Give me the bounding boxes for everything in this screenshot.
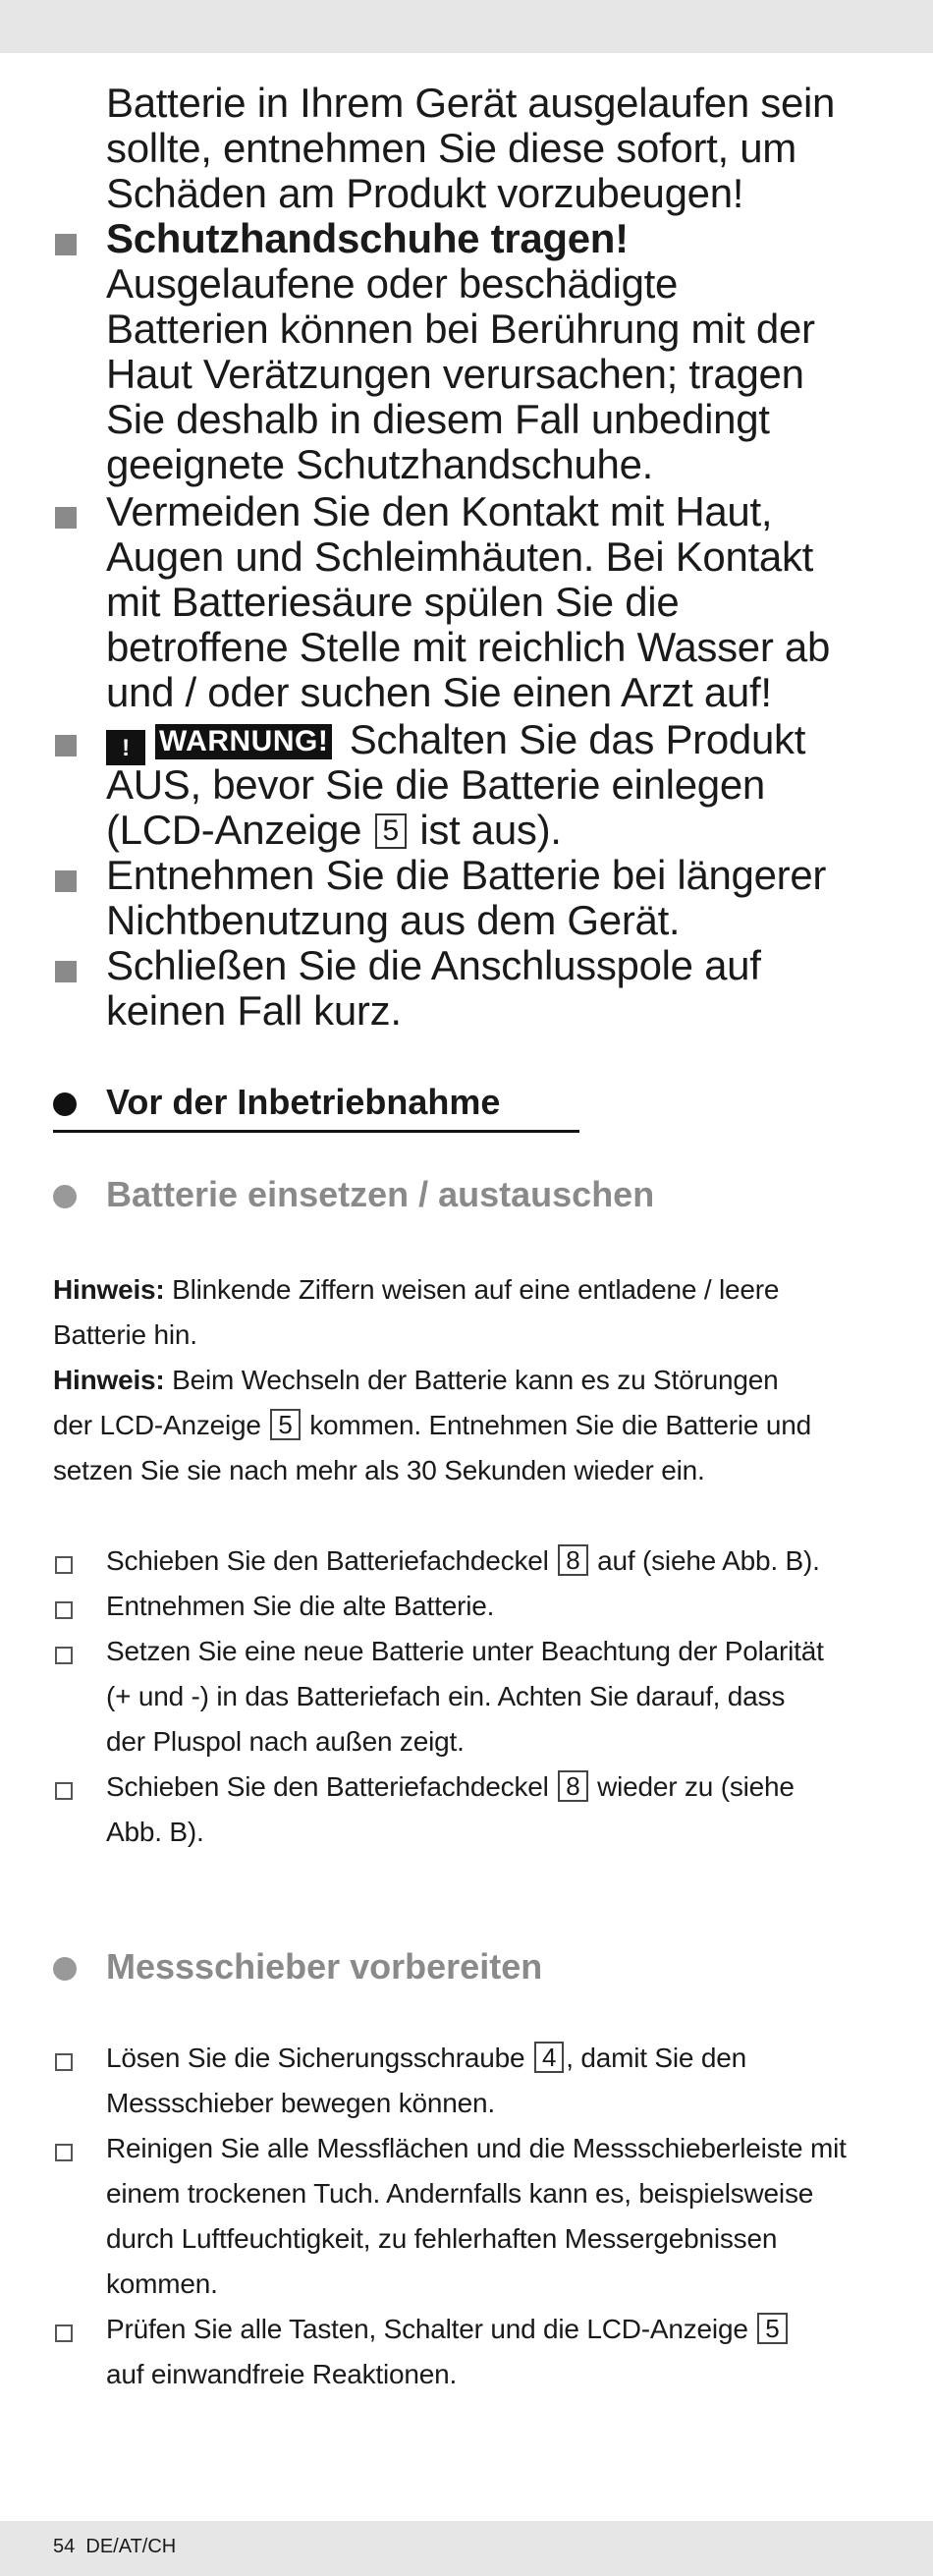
battery-step: Setzen Sie eine neue Batterie unter Beachtung der Polarität xyxy=(106,1636,824,1666)
hint-text: Blinkende Ziffern weisen auf eine entladene / leere xyxy=(172,1274,780,1305)
step-text: wieder zu (siehe xyxy=(597,1771,795,1802)
battery-step: Abb. B). xyxy=(106,1817,204,1847)
safety-continuation-line: Schäden am Produkt vorzubeugen! xyxy=(106,170,744,216)
caliper-step xyxy=(106,2036,746,2081)
bullet-dot-icon xyxy=(53,1957,77,1981)
battery-step xyxy=(106,1764,795,1810)
warning-line xyxy=(106,717,805,765)
checkbox-bullet-icon xyxy=(55,1556,73,1574)
checkbox-bullet-icon xyxy=(55,2324,73,2342)
subsection-heading-battery: Batterie einsetzen / austauschen xyxy=(106,1174,655,1214)
hint-line xyxy=(53,1358,778,1403)
reference-number: 8 xyxy=(558,1544,587,1576)
hint-text: Batterie hin. xyxy=(53,1319,197,1350)
square-bullet-icon xyxy=(55,507,77,529)
hint-label: Hinweis: xyxy=(53,1365,165,1395)
page-footer xyxy=(53,2532,176,2561)
checkbox-bullet-icon xyxy=(55,1647,73,1664)
battery-step: Entnehmen Sie die alte Batterie. xyxy=(106,1591,495,1621)
hint-text: setzen Sie sie nach mehr als 30 Sekunden wieder ein. xyxy=(53,1455,705,1485)
warning-label: WARNUNG! xyxy=(155,724,332,759)
battery-step xyxy=(106,1539,820,1584)
gloves-line: Haut Verätzungen verursachen; tragen xyxy=(106,351,804,397)
page-number: 54 xyxy=(53,2536,76,2557)
caliper-step: durch Luftfeuchtigkeit, zu fehlerhaften Messergebnissen xyxy=(106,2223,778,2254)
caliper-step: Reinigen Sie alle Messflächen und die Messschieberleiste mit xyxy=(106,2133,847,2163)
checkbox-bullet-icon xyxy=(55,2144,73,2161)
warning-line: AUS, bevor Sie die Batterie einlegen xyxy=(106,761,765,808)
reference-number: 8 xyxy=(558,1770,587,1802)
hint-line xyxy=(53,1403,811,1448)
step-text: Prüfen Sie alle Tasten, Schalter und die LCD-Anzeige xyxy=(106,2314,748,2344)
hint-text: Beim Wechseln der Batterie kann es zu Störungen xyxy=(172,1365,779,1395)
square-bullet-icon xyxy=(55,234,77,255)
caliper-step: kommen. xyxy=(106,2268,218,2299)
warning-line xyxy=(106,808,562,853)
checkbox-bullet-icon xyxy=(55,2053,73,2071)
remove-line: Entnehmen Sie die Batterie bei längerer xyxy=(106,852,827,898)
top-band xyxy=(0,0,933,53)
step-text: auf (siehe Abb. B). xyxy=(597,1545,820,1576)
square-bullet-icon xyxy=(55,961,77,982)
region-codes: DE/AT/CH xyxy=(85,2536,177,2557)
subsection-heading-caliper: Messschieber vorbereiten xyxy=(106,1946,543,1987)
reference-number: 4 xyxy=(534,2042,564,2073)
bullet-dot-icon xyxy=(53,1185,77,1208)
caliper-step: auf einwandfreie Reaktionen. xyxy=(106,2359,458,2389)
contact-line: mit Batteriesäure spülen Sie die xyxy=(106,579,680,625)
contact-line: Augen und Schleimhäuten. Bei Kontakt xyxy=(106,533,814,580)
step-text: Schieben Sie den Batteriefachdeckel xyxy=(106,1545,549,1576)
short-circuit-line: Schließen Sie die Anschlusspole auf xyxy=(106,942,761,988)
checkbox-bullet-icon xyxy=(55,1782,73,1800)
hint-label: Hinweis: xyxy=(53,1274,165,1305)
bullet-dot-icon xyxy=(53,1092,77,1116)
caliper-step xyxy=(106,2307,790,2352)
reference-number: 5 xyxy=(375,813,407,849)
warning-text: ist aus). xyxy=(419,807,562,853)
battery-step: der Pluspol nach außen zeigt. xyxy=(106,1726,465,1757)
hint-line xyxy=(53,1267,779,1313)
remove-line: Nichtbenutzung aus dem Gerät. xyxy=(106,897,681,943)
gloves-line: Batterien können bei Berührung mit der xyxy=(106,306,815,352)
safety-continuation-line: sollte, entnehmen Sie diese sofort, um xyxy=(106,125,796,171)
square-bullet-icon xyxy=(55,870,77,892)
step-text: , damit Sie den xyxy=(566,2043,746,2073)
square-bullet-icon xyxy=(55,735,77,756)
step-text: Lösen Sie die Sicherungsschraube xyxy=(106,2043,525,2073)
reference-number: 5 xyxy=(270,1409,300,1440)
short-circuit-line: keinen Fall kurz. xyxy=(106,987,402,1034)
battery-step: (+ und -) in das Batteriefach ein. Achten Sie darauf, dass xyxy=(106,1681,786,1711)
gloves-line: Ausgelaufene oder beschädigte xyxy=(106,260,679,307)
warning-triangle-icon: ! xyxy=(106,730,145,765)
gloves-title: Schutzhandschuhe tragen! xyxy=(106,215,629,261)
gloves-line: Sie deshalb in diesem Fall unbedingt xyxy=(106,396,770,442)
caliper-step: Messschieber bewegen können. xyxy=(106,2088,495,2118)
safety-continuation-line: Batterie in Ihrem Gerät ausgelaufen sein xyxy=(106,80,836,126)
reference-number: 5 xyxy=(757,2313,787,2344)
heading-underline xyxy=(53,1130,579,1133)
caliper-step: einem trockenen Tuch. Andernfalls kann es, beispielsweise xyxy=(106,2178,814,2209)
hint-text: kommen. Entnehmen Sie die Batterie und xyxy=(309,1410,811,1440)
contact-line: Vermeiden Sie den Kontakt mit Haut, xyxy=(106,488,773,534)
checkbox-bullet-icon xyxy=(55,1601,73,1619)
step-text: Schieben Sie den Batteriefachdeckel xyxy=(106,1771,549,1802)
section-heading: Vor der Inbetriebnahme xyxy=(106,1082,501,1122)
hint-text: der LCD-Anzeige xyxy=(53,1410,261,1440)
contact-line: und / oder suchen Sie einen Arzt auf! xyxy=(106,669,772,715)
gloves-line: geeignete Schutzhandschuhe. xyxy=(106,441,654,487)
warning-text: Schalten Sie das Produkt xyxy=(349,716,806,762)
contact-line: betroffene Stelle mit reichlich Wasser ab xyxy=(106,624,831,670)
warning-text: (LCD-Anzeige xyxy=(106,807,362,853)
